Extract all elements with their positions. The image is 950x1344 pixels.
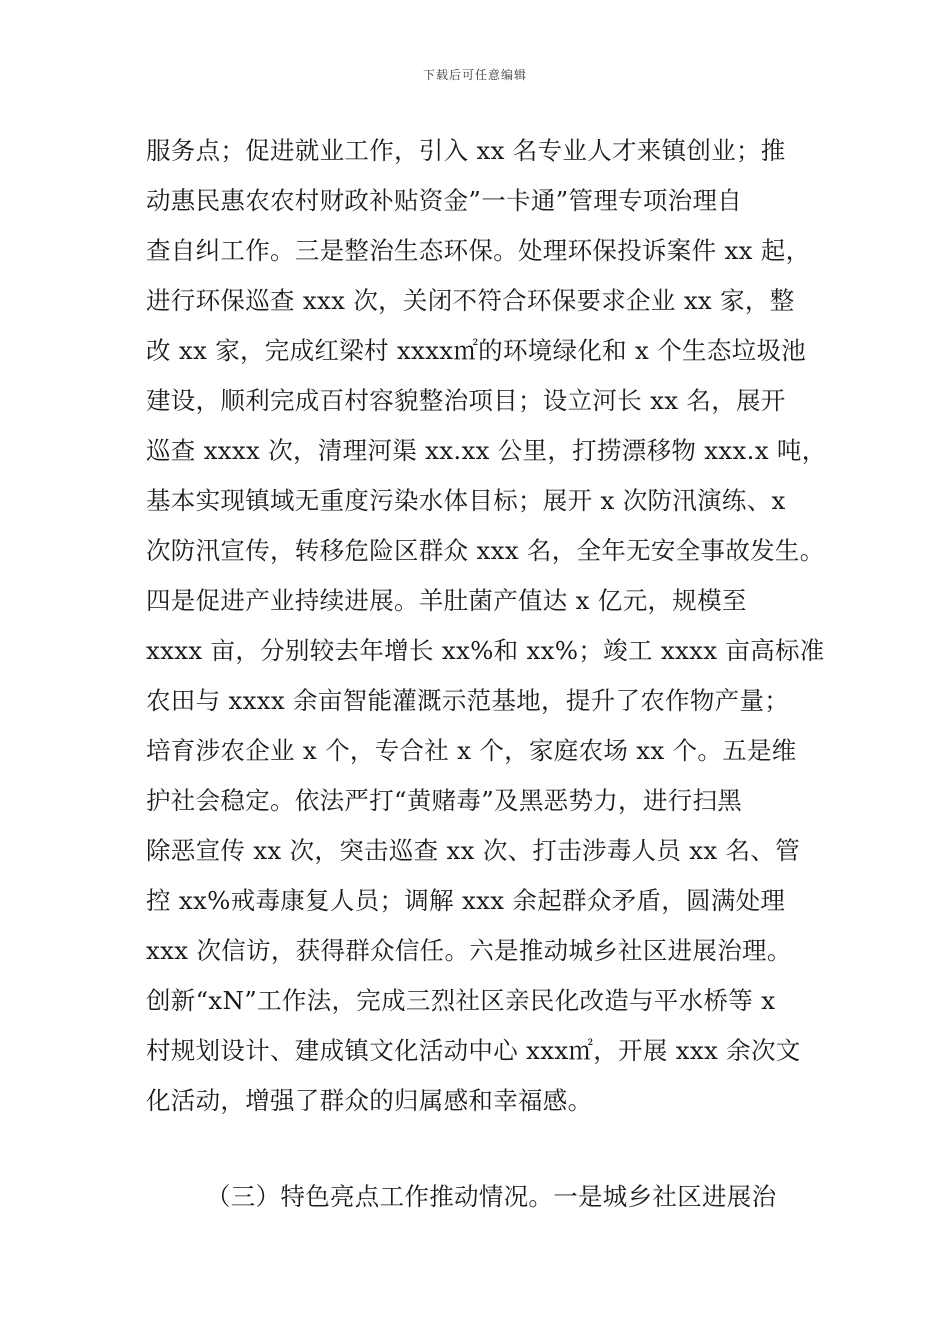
paragraph-line: 进行环保巡查 xxx 次，关闭不符合环保要求企业 xx 家，整 — [146, 286, 795, 315]
paragraph-line: 除恶宣传 xx 次，突击巡查 xx 次、打击涉毒人员 xx 名、管 — [146, 836, 801, 865]
paragraph-line: xxxx 亩，分别较去年增长 xx%和 xx%；竣工 xxxx 亩高标准 — [146, 636, 825, 665]
paragraph-line: 四是促进产业持续进展。羊肚菌产值达 x 亿元，规模至 — [146, 586, 747, 615]
paragraph-line: 查自纠工作。三是整治生态环保。处理环保投诉案件 xx 起， — [146, 236, 811, 265]
paragraph-line: 创新“xN”工作法，完成三烈社区亲民化改造与平水桥等 x — [146, 986, 776, 1015]
paragraph-line: 培育涉农企业 x 个，专合社 x 个，家庭农场 xx 个。五是维 — [146, 736, 797, 765]
paragraph-line: 建设，顺利完成百村容貌整治项目；设立河长 xx 名，展开 — [146, 386, 786, 415]
paragraph-line: 化活动，增强了群众的归属感和幸福感。 — [146, 1086, 593, 1115]
paragraph-line: 控 xx%戒毒康复人员；调解 xxx 余起群众矛盾，圆满处理 — [146, 886, 786, 915]
paragraph-line: 改 xx 家，完成红梁村 xxxx㎡的环境绿化和 x 个生态垃圾池 — [146, 336, 807, 365]
paragraph-line: 护社会稳定。依法严打“黄赌毒”及黑恶势力，进行扫黑 — [146, 786, 743, 815]
paragraph-line: 基本实现镇域无重度污染水体目标；展开 x 次防汛演练、x — [146, 486, 786, 515]
paragraph-line: 农田与 xxxx 余亩智能灌溉示范基地，提升了农作物产量； — [146, 686, 790, 715]
paragraph-line: 巡查 xxxx 次，清理河渠 xx.xx 公里，打捞漂移物 xxx.x 吨， — [146, 436, 827, 465]
section-heading: （三）特色亮点工作推动情况。一是城乡社区进展治 — [206, 1182, 777, 1211]
paragraph-line: 服务点；促进就业工作，引入 xx 名专业人才来镇创业；推 — [146, 136, 786, 165]
paragraph-line: xxx 次信访，获得群众信任。六是推动城乡社区进展治理。 — [146, 936, 792, 965]
page-header: 下载后可任意编辑 — [422, 68, 527, 82]
body-paragraph — [146, 126, 827, 1126]
paragraph-line: 村规划设计、建成镇文化活动中心 xxx㎡，开展 xxx 余次文 — [146, 1036, 801, 1065]
paragraph-line: 动惠民惠农农村财政补贴资金”一卡通”管理专项治理自 — [146, 186, 743, 215]
paragraph-line: 次防汛宣传，转移危险区群众 xxx 名，全年无安全事故发生。 — [146, 536, 825, 565]
